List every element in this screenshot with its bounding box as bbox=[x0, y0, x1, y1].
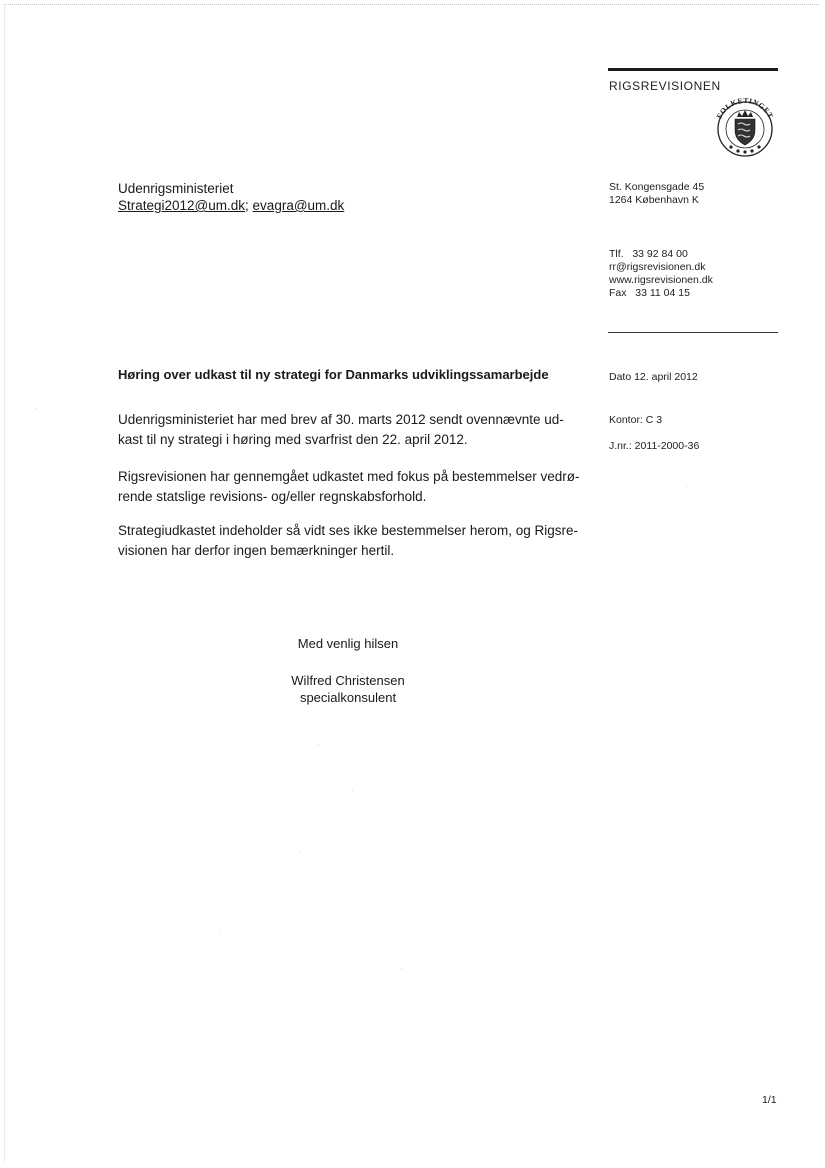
recipient-emails bbox=[118, 197, 344, 214]
signature-block bbox=[248, 672, 448, 706]
scan-speck bbox=[318, 744, 319, 745]
scan-speck bbox=[36, 408, 37, 409]
paragraph-line: Rigsrevisionen har gennemgået udkastet med fokus på bestemmelser vedrø- bbox=[118, 469, 580, 484]
letter-subject: Høring over udkast til ny strategi for Danmarks udviklingssamarbejde bbox=[118, 367, 549, 382]
paragraph-line: kast til ny strategi i høring med svarfrist den 22. april 2012. bbox=[118, 432, 468, 447]
signer-name: Wilfred Christensen bbox=[291, 673, 405, 688]
sender-street: St. Kongensgade 45 bbox=[609, 181, 705, 193]
scan-page-edge bbox=[4, 4, 819, 1162]
body-paragraph-3 bbox=[118, 521, 588, 561]
org-name: RIGSREVISIONEN bbox=[609, 79, 721, 93]
folketinget-seal-icon bbox=[711, 97, 779, 157]
scan-speck bbox=[401, 968, 402, 969]
paragraph-line: Strategiudkastet indeholder så vidt ses ikke bestemmelser herom, og Rigsre- bbox=[118, 523, 578, 538]
recipient-email-link-evagra[interactable]: evagra@um.dk bbox=[252, 198, 345, 213]
body-paragraph-2 bbox=[118, 467, 588, 507]
paragraph-line: visionen har derfor ingen bemærkninger hertil. bbox=[118, 543, 395, 558]
sender-online bbox=[609, 261, 713, 287]
page-number: 1/1 bbox=[762, 1094, 777, 1106]
email-separator: ; bbox=[245, 198, 253, 213]
letter-reference: J.nr.: 2011-2000-36 bbox=[609, 440, 700, 452]
signer-title: specialkonsulent bbox=[299, 690, 397, 705]
svg-text:FOLKETINGET: FOLKETINGET bbox=[714, 97, 776, 121]
letter-office: Kontor: C 3 bbox=[609, 414, 663, 426]
sender-city: 1264 København K bbox=[609, 194, 699, 206]
sender-address bbox=[609, 181, 704, 207]
scan-speck bbox=[352, 790, 353, 791]
sender-website: www.rigsrevisionen.dk bbox=[609, 274, 713, 286]
recipient-email-link-strategi[interactable]: Strategi2012@um.dk bbox=[118, 198, 246, 213]
sender-email: rr@rigsrevisionen.dk bbox=[609, 261, 706, 273]
sidebar-divider bbox=[608, 332, 778, 333]
letter-date: Dato 12. april 2012 bbox=[609, 371, 698, 383]
letterhead-rule bbox=[608, 68, 778, 71]
scan-speck bbox=[686, 486, 687, 487]
scan-speck bbox=[300, 852, 301, 853]
paragraph-line: rende statslige revisions- og/eller regnskabsforhold. bbox=[118, 489, 427, 504]
recipient-name: Udenrigsministeriet bbox=[118, 181, 234, 196]
sender-fax: Fax 33 11 04 15 bbox=[609, 287, 690, 299]
paragraph-line: Udenrigsministeriet har med brev af 30. marts 2012 sendt ovennævnte ud- bbox=[118, 412, 564, 427]
sender-phone: Tlf. 33 92 84 00 bbox=[609, 248, 688, 260]
recipient-block bbox=[118, 180, 344, 214]
body-paragraph-1 bbox=[118, 410, 588, 450]
scan-speck bbox=[220, 930, 221, 931]
closing-greeting: Med venlig hilsen bbox=[297, 636, 399, 651]
